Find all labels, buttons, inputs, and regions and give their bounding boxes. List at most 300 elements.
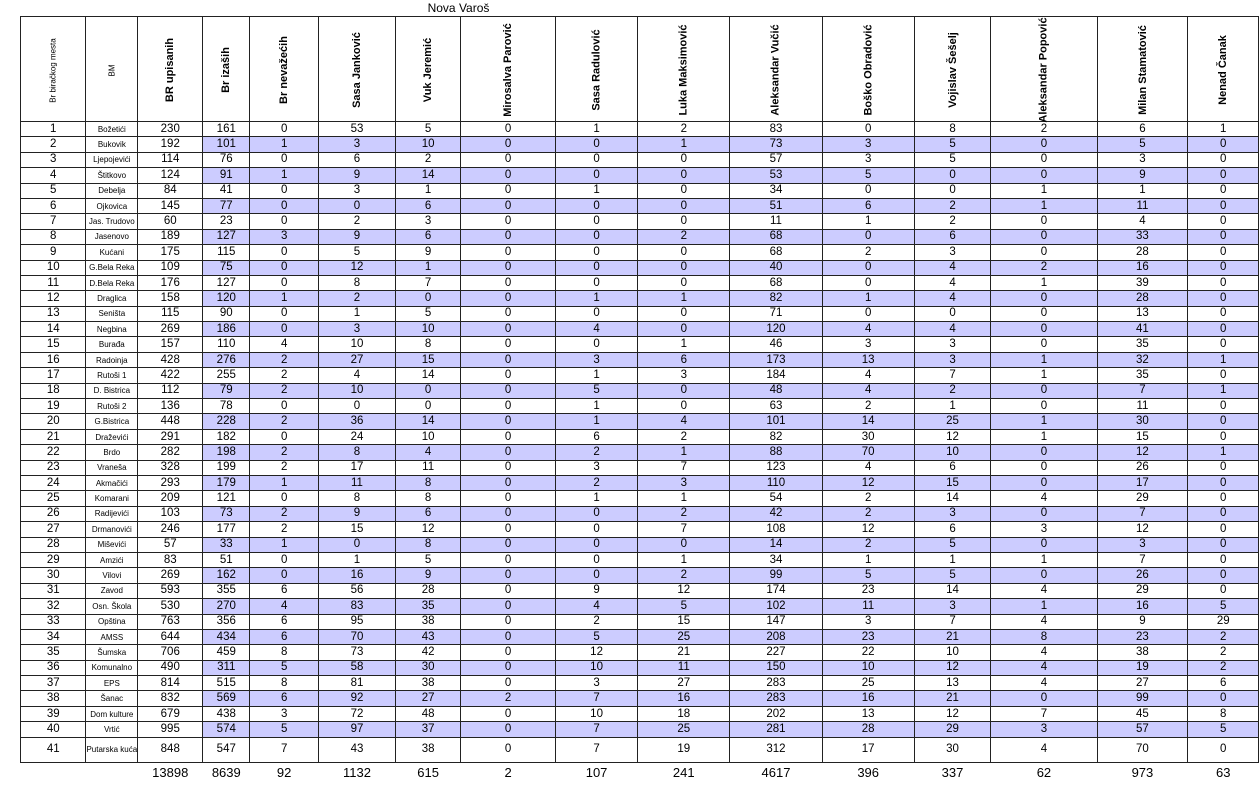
vote-count-cell: 0 [461, 629, 556, 644]
vote-count-cell: 0 [1188, 691, 1259, 706]
polling-station-name: Jasenovo [86, 229, 138, 244]
vote-count-cell: 23 [1097, 629, 1188, 644]
header-label: Milan Stamatović [1136, 25, 1149, 115]
vote-count-cell: 189 [138, 229, 203, 244]
vote-count-cell: 51 [203, 552, 250, 567]
vote-count-cell: 832 [138, 691, 203, 706]
vote-count-cell: 6 [638, 352, 730, 367]
vote-count-cell: 10 [555, 660, 637, 675]
vote-count-cell: 0 [991, 537, 1097, 552]
table-row [21, 322, 1259, 337]
vote-count-cell: 0 [1188, 552, 1259, 567]
vote-count-cell: 4 [991, 737, 1097, 762]
vote-count-cell: 0 [250, 429, 319, 444]
vote-count-cell: 12 [822, 522, 914, 537]
vote-count-cell: 12 [1097, 445, 1188, 460]
vote-count-cell: 109 [138, 260, 203, 275]
table-row [21, 737, 1259, 762]
vote-count-cell: 76 [203, 152, 250, 167]
vote-count-cell: 18 [638, 706, 730, 721]
vote-count-cell: 355 [203, 583, 250, 598]
vote-count-cell: 9 [1097, 168, 1188, 183]
vote-count-cell: 21 [914, 691, 991, 706]
vote-count-cell: 82 [730, 291, 822, 306]
vote-count-cell: 99 [730, 568, 822, 583]
vote-count-cell: 10 [914, 445, 991, 460]
total-cell: 1132 [343, 765, 371, 781]
vote-count-cell: 29 [914, 722, 991, 737]
polling-station-number: 5 [21, 183, 86, 198]
vote-count-cell: 38 [395, 676, 460, 691]
total-cell: 8639 [211, 765, 241, 781]
polling-station-number: 27 [21, 522, 86, 537]
polling-station-name: Drmanovići [86, 522, 138, 537]
vote-count-cell: 13 [822, 706, 914, 721]
vote-count-cell: 22 [822, 645, 914, 660]
vote-count-cell: 7 [395, 275, 460, 290]
vote-count-cell: 0 [638, 260, 730, 275]
vote-count-cell: 0 [1188, 245, 1259, 260]
vote-count-cell: 11 [822, 599, 914, 614]
polling-station-name: Akmačići [86, 475, 138, 490]
vote-count-cell: 283 [730, 676, 822, 691]
vote-count-cell: 46 [730, 337, 822, 352]
polling-station-number: 14 [21, 322, 86, 337]
vote-count-cell: 4 [991, 614, 1097, 629]
vote-count-cell: 2 [914, 198, 991, 213]
vote-count-cell: 763 [138, 614, 203, 629]
vote-count-cell: 281 [730, 722, 822, 737]
vote-count-cell: 12 [555, 645, 637, 660]
vote-count-cell: 1 [1188, 445, 1259, 460]
polling-station-number: 8 [21, 229, 86, 244]
table-row [21, 229, 1259, 244]
vote-count-cell: 209 [138, 491, 203, 506]
vote-count-cell: 547 [203, 737, 250, 762]
vote-count-cell: 4 [914, 322, 991, 337]
polling-station-number: 13 [21, 306, 86, 321]
table-row [21, 399, 1259, 414]
header-label: Nenad Čanak [1217, 35, 1230, 105]
vote-count-cell: 644 [138, 629, 203, 644]
vote-count-cell: 35 [1097, 337, 1188, 352]
vote-count-cell: 78 [203, 399, 250, 414]
vote-count-cell: 5 [395, 306, 460, 321]
vote-count-cell: 16 [822, 691, 914, 706]
vote-count-cell: 7 [914, 614, 991, 629]
total-cell: 13898 [152, 765, 189, 781]
vote-count-cell: 29 [1097, 583, 1188, 598]
vote-count-cell: 4 [914, 260, 991, 275]
vote-count-cell: 5 [555, 383, 637, 398]
vote-count-cell: 115 [203, 245, 250, 260]
polling-station-name: Dom kulture [86, 706, 138, 721]
vote-count-cell: 6 [250, 583, 319, 598]
polling-station-name: Vilovi [86, 568, 138, 583]
polling-station-number: 2 [21, 137, 86, 152]
polling-station-name: Ljepojevići [86, 152, 138, 167]
polling-station-number: 9 [21, 245, 86, 260]
vote-count-cell: 3 [555, 460, 637, 475]
vote-count-cell: 0 [461, 599, 556, 614]
vote-count-cell: 4 [638, 414, 730, 429]
polling-station-name: Negbina [86, 322, 138, 337]
vote-count-cell: 68 [730, 275, 822, 290]
vote-count-cell: 90 [203, 306, 250, 321]
vote-count-cell: 43 [395, 629, 460, 644]
vote-count-cell: 0 [1188, 260, 1259, 275]
vote-count-cell: 0 [991, 322, 1097, 337]
vote-count-cell: 2 [638, 229, 730, 244]
vote-count-cell: 34 [730, 552, 822, 567]
vote-count-cell: 27 [395, 691, 460, 706]
vote-count-cell: 269 [138, 568, 203, 583]
vote-count-cell: 0 [1188, 337, 1259, 352]
header-label: Sasa Radulović [590, 29, 603, 111]
vote-count-cell: 28 [822, 722, 914, 737]
polling-station-number: 33 [21, 614, 86, 629]
vote-count-cell: 0 [555, 568, 637, 583]
vote-count-cell: 25 [638, 722, 730, 737]
vote-count-cell: 0 [250, 214, 319, 229]
vote-count-cell: 4 [991, 583, 1097, 598]
vote-count-cell: 0 [555, 198, 637, 213]
vote-count-cell: 6 [914, 460, 991, 475]
table-row [21, 552, 1259, 567]
vote-count-cell: 26 [1097, 460, 1188, 475]
vote-count-cell: 1 [555, 399, 637, 414]
vote-count-cell: 10 [395, 429, 460, 444]
vote-count-cell: 3 [914, 337, 991, 352]
vote-count-cell: 30 [1097, 414, 1188, 429]
vote-count-cell: 6 [1188, 676, 1259, 691]
vote-count-cell: 1 [991, 352, 1097, 367]
vote-count-cell: 0 [461, 399, 556, 414]
header-label: Sasa Janković [351, 32, 363, 108]
header-cell [86, 17, 138, 122]
vote-count-cell: 14 [914, 491, 991, 506]
vote-count-cell: 36 [319, 414, 396, 429]
vote-count-cell: 101 [203, 137, 250, 152]
total-cell: 973 [1131, 765, 1154, 781]
vote-count-cell: 0 [461, 460, 556, 475]
polling-station-number: 29 [21, 552, 86, 567]
polling-station-number: 20 [21, 414, 86, 429]
vote-count-cell: 228 [203, 414, 250, 429]
vote-count-cell: 3 [822, 614, 914, 629]
header-row [21, 17, 1259, 122]
polling-station-number: 25 [21, 491, 86, 506]
polling-station-name: G.Bela Reka [86, 260, 138, 275]
vote-count-cell: 6 [914, 229, 991, 244]
vote-count-cell: 0 [638, 152, 730, 167]
vote-count-cell: 0 [991, 445, 1097, 460]
vote-count-cell: 1 [914, 399, 991, 414]
vote-count-cell: 70 [1097, 737, 1188, 762]
vote-count-cell: 0 [991, 337, 1097, 352]
vote-count-cell: 70 [319, 629, 396, 644]
vote-count-cell: 127 [203, 229, 250, 244]
vote-count-cell: 5 [395, 122, 460, 137]
polling-station-number: 38 [21, 691, 86, 706]
vote-count-cell: 0 [461, 537, 556, 552]
vote-count-cell: 30 [914, 737, 991, 762]
vote-count-cell: 0 [461, 152, 556, 167]
vote-count-cell: 2 [250, 522, 319, 537]
vote-count-cell: 150 [730, 660, 822, 675]
results-table [20, 16, 1259, 783]
vote-count-cell: 569 [203, 691, 250, 706]
vote-count-cell: 9 [555, 583, 637, 598]
vote-count-cell: 269 [138, 322, 203, 337]
vote-count-cell: 246 [138, 522, 203, 537]
total-cell: 396 [857, 765, 880, 781]
vote-count-cell: 15 [319, 522, 396, 537]
table-row [21, 198, 1259, 213]
polling-station-number: 23 [21, 460, 86, 475]
vote-count-cell: 83 [730, 122, 822, 137]
totals-spacer [86, 762, 138, 783]
vote-count-cell: 0 [461, 676, 556, 691]
vote-count-cell: 27 [1097, 676, 1188, 691]
table-row [21, 475, 1259, 490]
vote-count-cell: 515 [203, 676, 250, 691]
vote-count-cell: 1 [991, 275, 1097, 290]
vote-count-cell: 255 [203, 368, 250, 383]
vote-count-cell: 10 [319, 383, 396, 398]
vote-count-cell: 29 [1097, 491, 1188, 506]
vote-count-cell: 28 [395, 583, 460, 598]
vote-count-cell: 0 [1188, 275, 1259, 290]
vote-count-cell: 6 [914, 522, 991, 537]
vote-count-cell: 3 [914, 506, 991, 521]
vote-count-cell: 0 [822, 260, 914, 275]
vote-count-cell: 459 [203, 645, 250, 660]
vote-count-cell: 161 [203, 122, 250, 137]
vote-count-cell: 101 [730, 414, 822, 429]
polling-station-number: 6 [21, 198, 86, 213]
vote-count-cell: 10 [822, 660, 914, 675]
vote-count-cell: 0 [991, 229, 1097, 244]
vote-count-cell: 56 [319, 583, 396, 598]
vote-count-cell: 0 [461, 183, 556, 198]
vote-count-cell: 6 [555, 429, 637, 444]
header-label: Br izaših [220, 47, 233, 93]
vote-count-cell: 1 [914, 552, 991, 567]
vote-count-cell: 0 [555, 275, 637, 290]
polling-station-name: EPS [86, 676, 138, 691]
table-row [21, 152, 1259, 167]
vote-count-cell: 9 [1097, 614, 1188, 629]
vote-count-cell: 448 [138, 414, 203, 429]
vote-count-cell: 25 [914, 414, 991, 429]
vote-count-cell: 2 [555, 614, 637, 629]
polling-station-number: 37 [21, 676, 86, 691]
vote-count-cell: 1 [250, 168, 319, 183]
vote-count-cell: 2 [991, 260, 1097, 275]
vote-count-cell: 5 [1188, 599, 1259, 614]
vote-count-cell: 83 [319, 599, 396, 614]
vote-count-cell: 9 [319, 229, 396, 244]
vote-count-cell: 0 [461, 445, 556, 460]
vote-count-cell: 2 [914, 214, 991, 229]
vote-count-cell: 2 [822, 491, 914, 506]
vote-count-cell: 434 [203, 629, 250, 644]
vote-count-cell: 81 [319, 676, 396, 691]
polling-station-name: Zavod [86, 583, 138, 598]
vote-count-cell: 21 [914, 629, 991, 644]
vote-count-cell: 182 [203, 429, 250, 444]
vote-count-cell: 0 [638, 198, 730, 213]
vote-count-cell: 0 [1188, 460, 1259, 475]
vote-count-cell: 157 [138, 337, 203, 352]
vote-count-cell: 4 [822, 368, 914, 383]
vote-count-cell: 1 [1188, 383, 1259, 398]
vote-count-cell: 0 [555, 537, 637, 552]
polling-station-number: 7 [21, 214, 86, 229]
vote-count-cell: 3 [1097, 537, 1188, 552]
header-label: BR upisanih [164, 37, 177, 103]
vote-count-cell: 115 [138, 306, 203, 321]
polling-station-number: 16 [21, 352, 86, 367]
vote-count-cell: 5 [250, 722, 319, 737]
vote-count-cell: 0 [822, 229, 914, 244]
polling-station-name: Draževići [86, 429, 138, 444]
polling-station-name: Putarska kuća [86, 737, 138, 762]
vote-count-cell: 2 [638, 122, 730, 137]
table-row [21, 414, 1259, 429]
vote-count-cell: 6 [250, 614, 319, 629]
vote-count-cell: 0 [1188, 168, 1259, 183]
polling-station-name: Radijevići [86, 506, 138, 521]
vote-count-cell: 7 [555, 737, 637, 762]
vote-count-cell: 5 [638, 599, 730, 614]
vote-count-cell: 4 [991, 645, 1097, 660]
vote-count-cell: 34 [730, 183, 822, 198]
vote-count-cell: 0 [1188, 137, 1259, 152]
vote-count-cell: 8 [250, 645, 319, 660]
vote-count-cell: 1 [250, 137, 319, 152]
vote-count-cell: 13 [1097, 306, 1188, 321]
vote-count-cell: 2 [1188, 645, 1259, 660]
vote-count-cell: 11 [638, 660, 730, 675]
vote-count-cell: 23 [822, 629, 914, 644]
vote-count-cell: 3 [638, 475, 730, 490]
vote-count-cell: 0 [461, 198, 556, 213]
vote-count-cell: 0 [991, 291, 1097, 306]
table-row [21, 260, 1259, 275]
vote-count-cell: 0 [638, 383, 730, 398]
vote-count-cell: 112 [138, 383, 203, 398]
vote-count-cell: 0 [1188, 322, 1259, 337]
vote-count-cell: 12 [395, 522, 460, 537]
vote-count-cell: 16 [319, 568, 396, 583]
vote-count-cell: 276 [203, 352, 250, 367]
header-label: Aleksandar Vučić [769, 24, 782, 116]
vote-count-cell: 6 [250, 629, 319, 644]
vote-count-cell: 2 [250, 383, 319, 398]
table-row [21, 183, 1259, 198]
vote-count-cell: 2 [395, 152, 460, 167]
vote-count-cell: 2 [638, 568, 730, 583]
vote-count-cell: 1 [638, 552, 730, 567]
vote-count-cell: 26 [1097, 568, 1188, 583]
vote-count-cell: 0 [991, 506, 1097, 521]
vote-count-cell: 9 [319, 506, 396, 521]
vote-count-cell: 5 [914, 152, 991, 167]
vote-count-cell: 12 [638, 583, 730, 598]
vote-count-cell: 58 [319, 660, 396, 675]
vote-count-cell: 2 [638, 506, 730, 521]
vote-count-cell: 28 [1097, 291, 1188, 306]
vote-count-cell: 2 [991, 122, 1097, 137]
vote-count-cell: 92 [319, 691, 396, 706]
vote-count-cell: 1 [1097, 183, 1188, 198]
table-row [21, 522, 1259, 537]
vote-count-cell: 17 [1097, 475, 1188, 490]
vote-count-cell: 3 [822, 137, 914, 152]
vote-count-cell: 0 [991, 168, 1097, 183]
table-row [21, 337, 1259, 352]
vote-count-cell: 102 [730, 599, 822, 614]
polling-station-number: 1 [21, 122, 86, 137]
polling-station-number: 15 [21, 337, 86, 352]
vote-count-cell: 4 [555, 599, 637, 614]
polling-station-number: 12 [21, 291, 86, 306]
vote-count-cell: 5 [1188, 722, 1259, 737]
vote-count-cell: 7 [638, 522, 730, 537]
vote-count-cell: 0 [1188, 214, 1259, 229]
polling-station-name: Vrtić [86, 722, 138, 737]
header-cell [730, 17, 822, 122]
vote-count-cell: 706 [138, 645, 203, 660]
table-row [21, 429, 1259, 444]
vote-count-cell: 186 [203, 322, 250, 337]
vote-count-cell: 0 [638, 537, 730, 552]
polling-station-name: Ojkovica [86, 198, 138, 213]
vote-count-cell: 3 [555, 676, 637, 691]
vote-count-cell: 8 [395, 337, 460, 352]
vote-count-cell: 0 [461, 383, 556, 398]
vote-count-cell: 438 [203, 706, 250, 721]
vote-count-cell: 995 [138, 722, 203, 737]
vote-count-cell: 0 [555, 522, 637, 537]
vote-count-cell: 0 [638, 245, 730, 260]
totals-row [21, 762, 1259, 783]
totals-spacer [21, 762, 86, 783]
vote-count-cell: 0 [319, 198, 396, 213]
polling-station-number: 31 [21, 583, 86, 598]
vote-count-cell: 16 [638, 691, 730, 706]
vote-count-cell: 0 [461, 122, 556, 137]
vote-count-cell: 120 [203, 291, 250, 306]
table-row [21, 537, 1259, 552]
vote-count-cell: 0 [1188, 506, 1259, 521]
header-label: Mirosalva Parović [502, 23, 515, 117]
vote-count-cell: 1 [822, 214, 914, 229]
vote-count-cell: 0 [1188, 399, 1259, 414]
vote-count-cell: 0 [461, 368, 556, 383]
vote-count-cell: 0 [461, 429, 556, 444]
vote-count-cell: 114 [138, 152, 203, 167]
vote-count-cell: 0 [1188, 491, 1259, 506]
header-cell [1097, 17, 1188, 122]
polling-station-number: 10 [21, 260, 86, 275]
vote-count-cell: 17 [319, 460, 396, 475]
vote-count-cell: 53 [730, 168, 822, 183]
vote-count-cell: 11 [395, 460, 460, 475]
vote-count-cell: 147 [730, 614, 822, 629]
